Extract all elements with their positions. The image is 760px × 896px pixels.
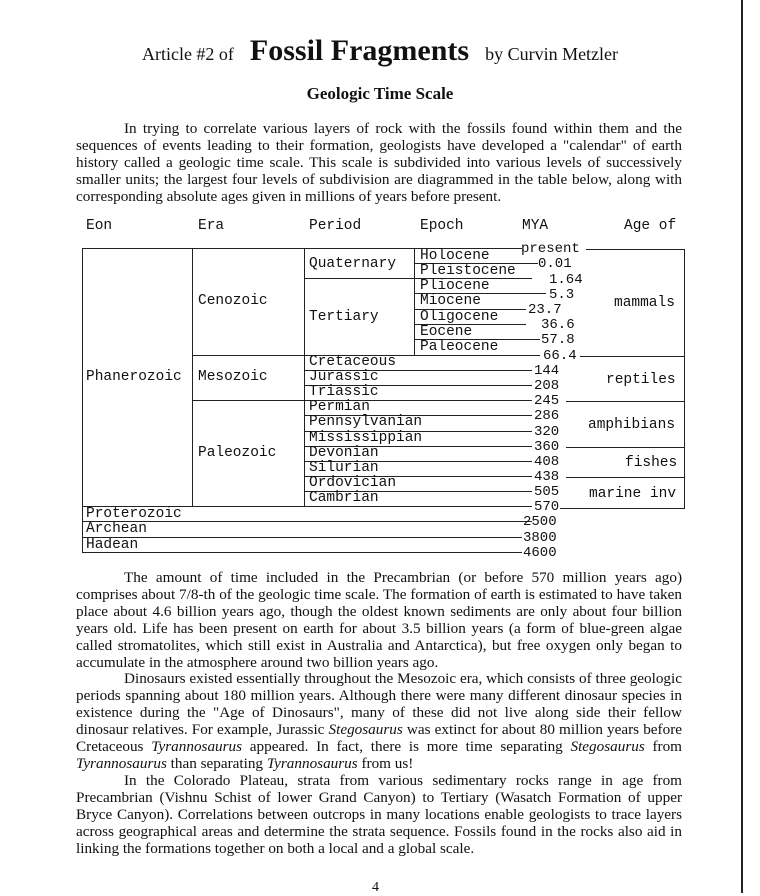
paragraph-precambrian: The amount of time included in the Precambrian (or before 570 million years ago) comprises about 7/8-th of the geologic time scale. The formation of earth is estimated to have taken place about 4.6 billion years ago, though the oldest known sediments are only about four billion years old. Life has been present on earth for about 3.5 billion years (a form of blue-green algae called stromatolites, which still exist in Australia and Antarctica), but free oxygen only began to accumulate in the atmosphere around two billion years ago. [76,569,682,671]
age-line [580,356,684,357]
col-header-era: Era [198,218,225,234]
period-label: Quaternary [309,256,397,272]
period-label: Devonian [309,445,379,461]
col-header-period: Period [309,218,362,234]
taxon-name: Stegosaurus [328,721,403,739]
taxon-name: Tyrannosaurus [76,754,167,772]
age-line [566,401,684,402]
age-label: fishes [625,455,678,471]
col-header-age: Age of [624,218,677,234]
era-divider [192,248,193,507]
paragraph-dinosaurs [76,671,682,772]
body-text [76,570,682,857]
mya-value: 2500 [523,514,557,530]
age-top-line [586,249,684,250]
mya-value: 1.64 [549,272,583,288]
period-label: Pennsylvanian [309,414,423,430]
taxon-name: Tyrannosaurus [266,754,358,772]
table-bottom-line [82,552,522,553]
mya-value: 408 [534,454,560,470]
epoch-label: Eocene [420,324,473,340]
age-right-border [684,249,685,509]
eon-label: Phanerozoic [86,369,182,385]
epoch-label: Miocene [420,293,481,309]
mya-value: 360 [534,439,560,455]
mya-value: 57.8 [541,332,575,348]
paragraph-colorado-plateau: In the Colorado Plateau, strata from various sedimentary rocks range in age from Precambrian (Vishnu Schist of lower Grand Canyon) to Tertiary (Wasatch Formation of upper Bryce Canyon). Correlations between outcrops in many locations enable geologists to trace layers across geographical areas and determine the strata sequence. Fossils found in the rocks also aid in linking the formations together on both a local and a global scale. [76,771,682,857]
age-label: reptiles [606,372,676,388]
eon-line [82,537,522,538]
epoch-label: Holocene [420,248,490,264]
epoch-label: Pliocene [420,278,490,294]
section-title: Geologic Time Scale [306,84,454,103]
article-byline: by Curvin Metzler [485,44,619,64]
period-label: Tertiary [309,309,379,325]
period-label: Cretaceous [309,354,397,370]
eon-label: Proterozoic [86,506,182,522]
period-label: Ordovician [309,475,397,491]
age-line [566,477,684,478]
epoch-label: Paleocene [420,339,499,355]
text-run: appeared. In fact, there is more time separating [242,738,571,756]
period-label: Permian [309,399,370,415]
text-run: was extinct for about 80 million years before Cretaceous [76,721,682,756]
article-header [0,34,760,68]
taxon-name: Tyrannosaurus [151,738,243,756]
mya-value: 286 [534,408,560,424]
eon-label: Archean [86,521,147,537]
period-label: Jurassic [309,369,379,385]
mya-value: 0.01 [538,256,572,272]
col-header-eon: Eon [86,218,113,234]
mya-value: 144 [534,363,560,379]
mya-value: 36.6 [541,317,575,333]
mya-value: 570 [534,499,560,515]
mya-value: 438 [534,469,560,485]
mya-value: 5.3 [549,287,575,303]
mya-value: 66.4 [543,348,577,364]
age-bottom-line [560,508,684,509]
period-label: Mississippian [309,430,423,446]
col-header-mya: MYA [522,218,549,234]
age-label: amphibians [588,417,676,433]
col-header-epoch: Epoch [420,218,464,234]
era-label: Mesozoic [198,369,268,385]
mya-value: 505 [534,484,560,500]
period-label: Silurian [309,460,379,476]
intro-paragraph [76,121,682,206]
text-run: from us! [357,754,414,772]
period-label: Cambrian [309,490,379,506]
page-edge-rule [741,0,743,893]
period-divider [304,248,305,507]
epoch-label: Oligocene [420,309,499,325]
era-label: Cenozoic [198,293,268,309]
page-number: 4 [372,880,379,895]
intro-text: In trying to correlate various layers of rock with the fossils found within them and the sequences of events leading to their formation, geologists have developed a "calendar" of earth history called a geologic time scale. This scale is subdivided into various levels of successively smaller units; the largest four levels of subdivision are diagrammed in the table below, along with corresponding absolute ages given in millions of years before present. [76,120,682,205]
article-title: Fossil Fragments [249,34,470,67]
taxon-name: Stegosaurus [570,738,645,756]
age-line [566,447,684,448]
period-label: Triassic [309,384,379,400]
mya-value: 23.7 [528,302,562,318]
era-label: Paleozoic [198,445,277,461]
mya-value: 320 [534,424,560,440]
age-label: mammals [614,295,675,311]
text-run: than separating [166,754,267,772]
mya-value: present [521,241,580,257]
article-number: Article #2 of [141,44,234,64]
mya-value: 4600 [523,545,557,561]
mya-value: 208 [534,378,560,394]
mya-value: 245 [534,393,560,409]
epoch-label: Pleistocene [420,263,516,279]
age-label: marine inv [589,486,677,502]
eon-label: Hadean [86,537,139,553]
mya-value: 3800 [523,530,557,546]
text-run: from [644,738,682,756]
text-run: Dinosaurs existed essentially throughout the Mesozoic era, which consists of three geologic periods spanning about 180 million years. Although there were many different dinosaur species in existence during the "Age of Dinosaurs", many of these did not live along side their fellow dinosaur relatives. For example, Jurassic [76,670,682,739]
